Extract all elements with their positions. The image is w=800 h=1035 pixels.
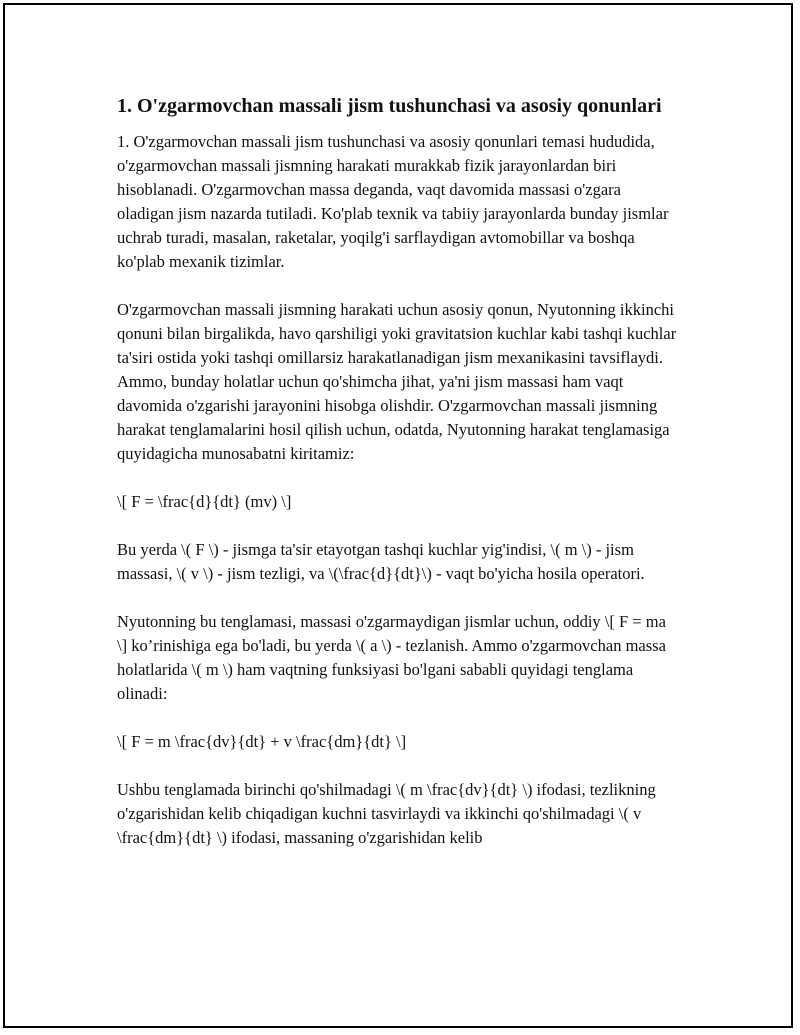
paragraph-symbols: Bu yerda \( F \) - jismga ta'sir etayotgan tashqi kuchlar yig'indisi, \( m \) - jism massasi, \( v \) - jism tezligi, va \(\frac{d}{dt}\) - vaqt bo'yicha hosila operatori. (117, 540, 645, 583)
paragraph-intro: 1. O'zgarmovchan massali jism tushunchasi va asosiy qonunlari temasi hududida, o'zgarmovchan massali jismning harakati murakkab fizik jarayonlardan biri hisoblanadi. O'zgarmovchan massa deganda, vaqt davomida massasi o'zgara oladigan jism nazarda tutiladi. Ko'plab texnik va tabiiy jarayonlarda bunday jismlar uchrab turadi, masalan, raketalar, yoqilg'i sarflaydigan avtomobillar va boshqa ko'plab mexanik tizimlar. (117, 132, 669, 271)
equation-variable-mass: \[ F = m \frac{dv}{dt} + v \frac{dm}{dt} \] (117, 732, 407, 751)
paragraph-constant-mass: Nyutonning bu tenglamasi, massasi o'zgarmaydigan jismlar uchun, oddiy \[ F = ma \] ko’rinishiga ega bo'ladi, bu yerda \( a \) - tezlanish. Ammo o'zgarmovchan massa holatlarida \( m \) ham vaqtning funksiyasi bo'lgani sababli quyidagi tenglama olinadi: (117, 612, 666, 703)
document-heading: 1. O'zgarmovchan massali jism tushunchasi va asosiy qonunlari (117, 95, 662, 117)
paragraph-terms: Ushbu tenglamada birinchi qo'shilmadagi \( m \frac{dv}{dt} \) ifodasi, tezlikning o'zgarishidan kelib chiqadigan kuchni tasvirlaydi va ikkinchi qo'shilmadagi \( v \frac{dm}{dt} \) ifodasi, massaning o'zgarishidan kelib (117, 780, 656, 847)
document-body (117, 92, 677, 850)
equation-force-momentum: \[ F = \frac{d}{dt} (mv) \] (117, 492, 292, 511)
paragraph-main-law: O'zgarmovchan massali jismning harakati uchun asosiy qonun, Nyutonning ikkinchi qonuni bilan birgalikda, havo qarshiligi yoki gravitatsion kuchlar kabi tashqi kuchlar ta'siri ostida yoki tashqi omillarsiz harakatlanadigan jism mexanikasini tavsiflaydi. Ammo, bunday holatlar uchun qo'shimcha jihat, ya'ni jism massasi ham vaqt davomida o'zgarishi jarayonini hisobga olishdir. O'zgarmovchan massali jismning harakat tenglamalarini hosil qilish uchun, odatda, Nyutonning harakat tenglamasiga quyidagicha munosabatni kiritamiz: (117, 300, 677, 463)
